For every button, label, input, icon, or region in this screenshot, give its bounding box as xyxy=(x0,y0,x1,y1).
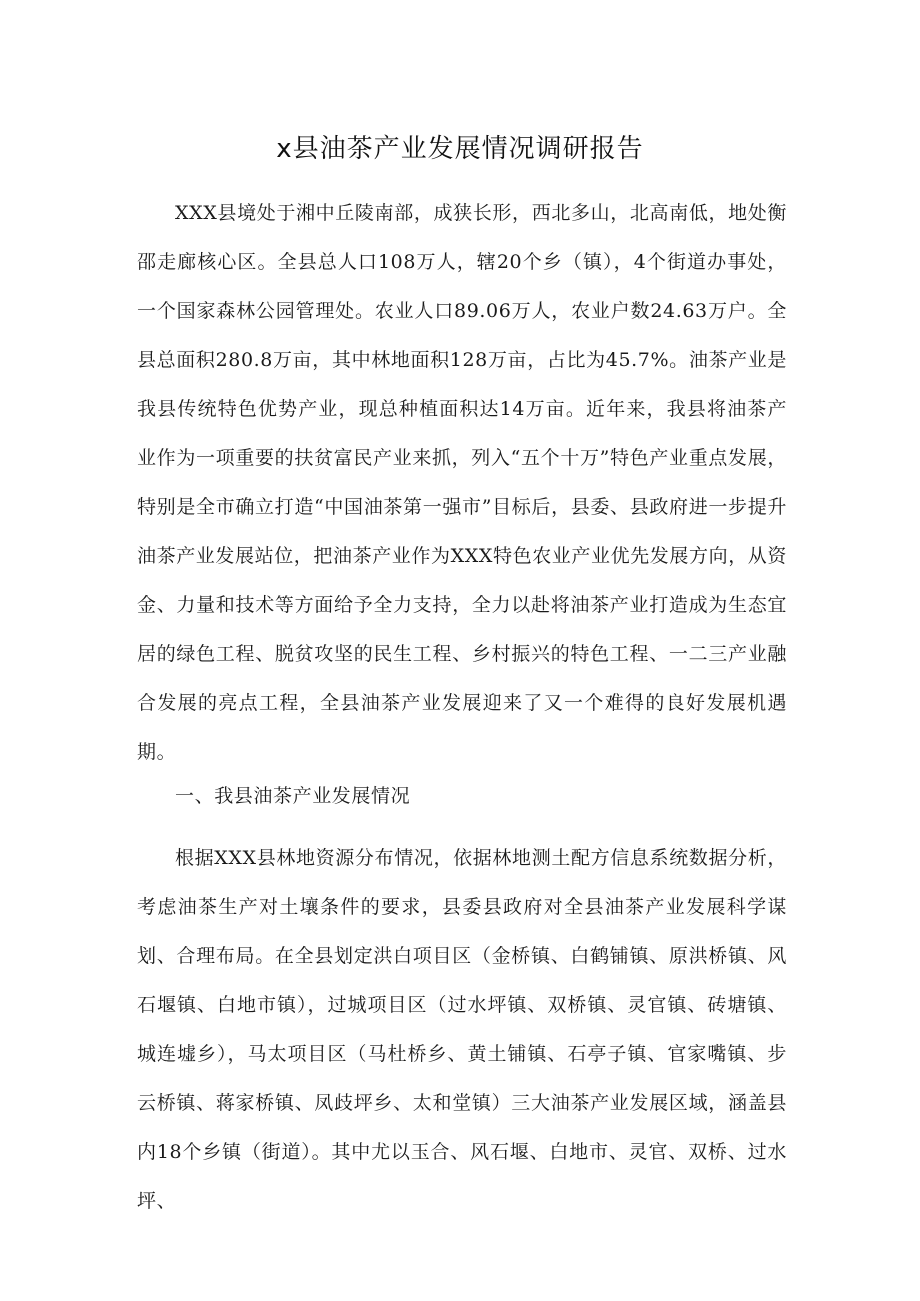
body-paragraph: XXX县境处于湘中丘陵南部，成狭长形，西北多山，北高南低，地处衡邵走廊核心区。全县总人口108万人，辖20个乡（镇），4个街道办事处，一个国家森林公园管理处。农业人口89.06万人，农业户数24.63万户。全县总面积280.8万亩，其中林地面积128万亩，占比为45.7%。油茶产业是我县传统特色优势产业，现总种植面积达14万亩。近年来，我县将油茶产业作为一项重要的扶贫富民产业来抓，列入“五个十万”特色产业重点发展，特别是全市确立打造“中国油茶第一强市”目标后，县委、县政府进一步提升油茶产业发展站位，把油茶产业作为XXX特色农业产业优先发展方向，从资金、力量和技术等方面给予全力支持，全力以赴将油茶产业打造成为生态宜居的绿色工程、脱贫攻坚的民生工程、乡村振兴的特色工程、一二三产业融合发展的亮点工程，全县油茶产业发展迎来了又一个难得的良好发展机遇期。 xyxy=(137,202,787,763)
body-paragraph: 根据XXX县林地资源分布情况，依据林地测土配方信息系统数据分析，考虑油茶生产对土壤条件的要求，县委县政府对全县油茶产业发展科学谋划、合理布局。在全县划定洪白项目区（金桥镇、白鹤铺镇、原洪桥镇、风石堰镇、白地市镇），过城项目区（过水坪镇、双桥镇、灵官镇、砖塘镇、城连墟乡），马太项目区（马杜桥乡、黄土铺镇、石亭子镇、官家嘴镇、步云桥镇、蒋家桥镇、凤歧坪乡、太和堂镇）三大油茶产业发展区域，涵盖县内18个乡镇（街道）。其中尤以玉合、风石堰、白地市、灵官、双桥、过水坪、 xyxy=(137,847,787,1212)
document-title: x县油茶产业发展情况调研报告 xyxy=(276,134,644,164)
section-heading: 一、我县油茶产业发展情况 xyxy=(175,785,411,807)
